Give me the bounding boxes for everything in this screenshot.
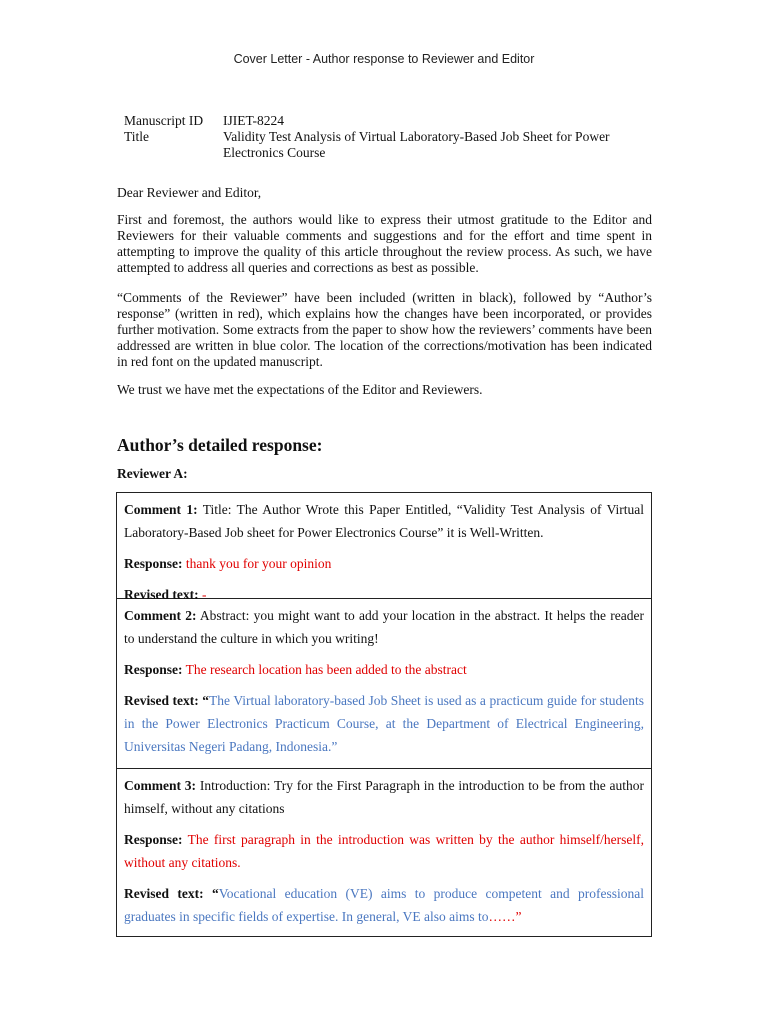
revised-2 [124, 689, 644, 758]
response-text: The research location has been added to the abstract [182, 662, 467, 677]
manuscript-title-row [124, 129, 653, 161]
response-heading: Author’s detailed response: [117, 435, 323, 455]
letter-paragraph-3: We trust we have met the expectations of the Editor and Reviewers. [117, 382, 483, 397]
reviewer-heading: Reviewer A: [117, 466, 188, 481]
response-1 [124, 552, 644, 575]
comment-text: Abstract: you might want to add your location in the abstract. It helps the reader to understand the culture in which you writing! [124, 608, 644, 646]
revised-close-quote: .” [327, 739, 338, 754]
response-text: The first paragraph in the introduction was written by the author himself/herself, without any citations. [124, 832, 644, 870]
response-table [116, 492, 652, 937]
manuscript-id-label: Manuscript ID [124, 113, 204, 128]
comment-cell-3 [117, 769, 651, 936]
comment-3 [124, 774, 644, 820]
comment-2 [124, 604, 644, 650]
manuscript-id-row [124, 113, 653, 129]
revised-open-quote: “ [198, 693, 210, 708]
response-label: Response: [124, 556, 183, 571]
comment-text: Introduction: Try for the First Paragraph in the introduction to be from the author himself, without any citations [124, 778, 644, 816]
salutation: Dear Reviewer and Editor, [117, 185, 262, 200]
comment-label: Comment 2: [124, 608, 197, 623]
revised-text: The Virtual laboratory-based Job Sheet is used as a practicum guide for students in the Power Electronics Practicum Course, at the Department of Electrical Engineering, Universitas Negeri Padang, Indonesia [124, 693, 644, 754]
manuscript-title-value: Validity Test Analysis of Virtual Laboratory-Based Job Sheet for Power Electronics Course [223, 129, 610, 160]
response-2 [124, 658, 644, 681]
letter-paragraph-2: “Comments of the Reviewer” have been included (written in black), followed by “Author’s response” (written in red), which explains how the changes have been incorporated, or provides further motivation. Some extracts from the paper to show how the reviewers’ comments have been addressed are written in blue color. The location of the corrections/motivation has been indicated in red font on the updated manuscript. [117, 290, 652, 369]
revised-label: Revised text: [124, 886, 204, 901]
manuscript-title-label: Title [124, 129, 150, 144]
revised-text: - [198, 587, 207, 602]
response-text: thank you for your opinion [182, 556, 332, 571]
document-header: Cover Letter - Author response to Reviewer and Editor [233, 52, 535, 66]
response-label: Response: [124, 832, 183, 847]
revised-label: Revised text: [124, 693, 199, 708]
response-3 [124, 828, 644, 874]
letter-paragraph-1: First and foremost, the authors would like to express their utmost gratitude to the Editor and Reviewers for their valuable comments and suggestions and for the effort and time spent in attempting to improve the quality of this article throughout the review process. As such, we have attempted to address all queries and corrections as best as possible. [117, 212, 652, 275]
manuscript-id-value: IJIET-8224 [223, 113, 284, 128]
comment-cell-2 [117, 599, 651, 769]
comment-label: Comment 1: [124, 502, 198, 517]
comment-cell-1 [117, 493, 651, 602]
revised-close-quote: ……” [488, 909, 522, 924]
revised-3 [124, 882, 644, 928]
response-label: Response: [124, 662, 183, 677]
revised-text: Vocational education (VE) aims to produce competent and professional graduates in specific fields of expertise. In general, VE also aims to [124, 886, 644, 924]
revised-label: Revised text: [124, 587, 199, 602]
comment-label: Comment 3: [124, 778, 197, 793]
revised-open-quote: “ [203, 886, 219, 901]
comment-text: Title: The Author Wrote this Paper Entitled, “Validity Test Analysis of Virtual Laboratory-Based Job sheet for Power Electronics Course” it is Well-Written. [124, 502, 645, 540]
comment-1 [124, 498, 644, 544]
manuscript-meta [124, 113, 653, 161]
